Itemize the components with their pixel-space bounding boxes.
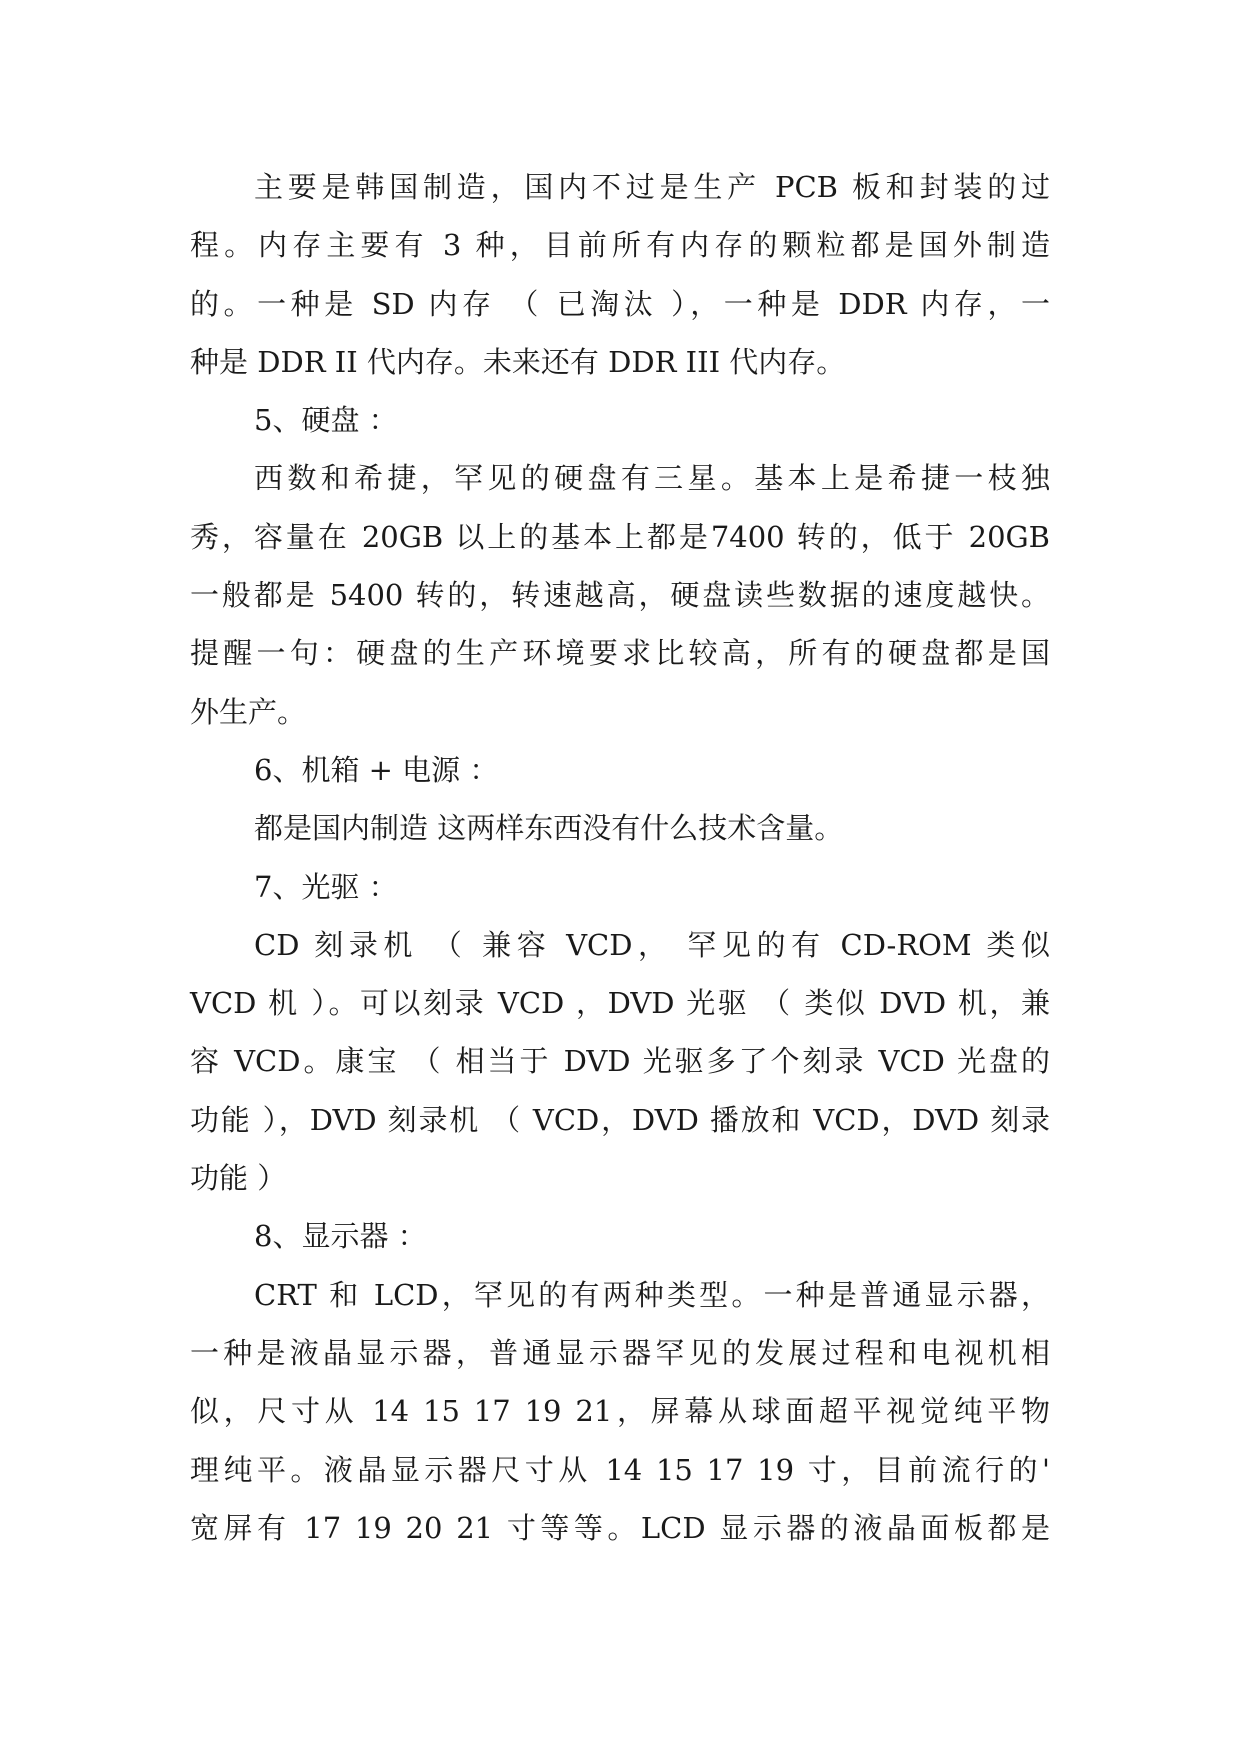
text-line: 主要是韩国制造，国内不过是生产 PCB 板和封装的过: [254, 170, 1050, 204]
text-line: 提醒一句：硬盘的生产环境要求比较高，所有的硬盘都是国: [190, 636, 1050, 671]
text-line: 种是 DDR II 代内存。未来还有 DDR III 代内存。: [190, 344, 846, 379]
text-line: CRT 和 LCD，罕见的有两种类型。一种是普通显示器，: [254, 1277, 1050, 1312]
text-line: 6、机箱 + 电源 ：: [254, 752, 499, 787]
text-line: 秀，容量在 20GB 以上的基本上都是7400 转的，低于 20GB: [190, 519, 1050, 554]
text-line: 7、光驱 ：: [254, 869, 398, 904]
text-line: 似，尺寸从 14 15 17 19 21，屏幕从球面超平视觉纯平物: [190, 1394, 1050, 1429]
text-line: 功能 ）: [190, 1161, 287, 1196]
text-line: 西数和希捷，罕见的硬盘有三星。基本上是希捷一枝独: [254, 461, 1050, 496]
text-line: 程。内存主要有 3 种，目前所有内存的颗粒都是国外制造: [190, 228, 1050, 263]
text-line: 理纯平。液晶显示器尺寸从 14 15 17 19 寸，目前流行的': [190, 1452, 1050, 1487]
text-line: 功能 ），DVD 刻录机 （ VCD，DVD 播放和 VCD，DVD 刻录: [190, 1102, 1050, 1137]
text-line: 容 VCD。康宝 （ 相当于 DVD 光驱多了个刻录 VCD 光盘的: [190, 1044, 1050, 1079]
text-line: 外生产。: [190, 694, 307, 729]
text-line: CD 刻录机 （ 兼容 VCD， 罕见的有 CD-ROM 类似: [254, 927, 1050, 962]
text-line: 一种是液晶显示器，普通显示器罕见的发展过程和电视机相: [190, 1335, 1050, 1370]
text-line: VCD 机 ）。可以刻录 VCD ，DVD 光驱 （ 类似 DVD 机，兼: [190, 986, 1050, 1021]
text-line: 宽屏有 17 19 20 21 寸等等。LCD 显示器的液晶面板都是: [190, 1510, 1050, 1545]
text-line: 8、显示器 ：: [254, 1219, 427, 1254]
document-body: [190, 158, 1050, 1557]
text-line: 5、硬盘 ：: [254, 403, 398, 438]
text-line: 一般都是 5400 转的，转速越高，硬盘读些数据的速度越快。: [190, 578, 1050, 613]
text-line: 的。一种是 SD 内存 （ 已淘汰 ），一种是 DDR 内存，一: [190, 286, 1050, 321]
text-line: 都是国内制造 这两样东西没有什么技术含量。: [254, 811, 844, 846]
